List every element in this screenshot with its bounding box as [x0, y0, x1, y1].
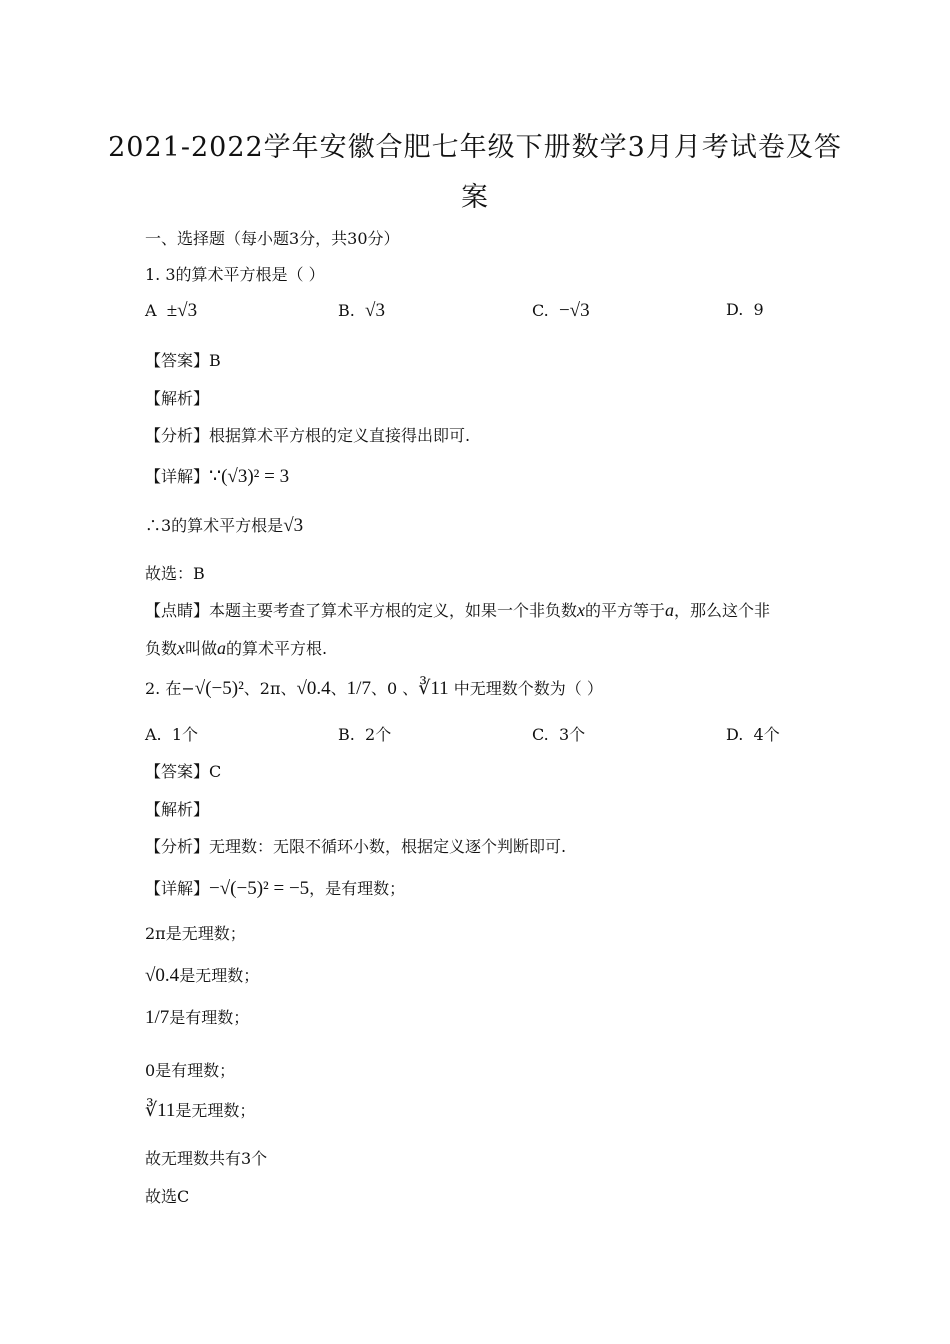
detail-suffix: ，是有理数； — [309, 879, 406, 898]
stem-item: 1/7 — [346, 678, 371, 699]
q1-analysis-heading: 【解析】 — [145, 389, 210, 408]
option-value: −√3 — [558, 300, 590, 321]
comment-text: 的算术平方根. — [226, 639, 328, 658]
q1-answer: 【答案】B — [145, 351, 221, 370]
var-x: x — [177, 638, 186, 658]
q1-comment-line1 — [145, 598, 770, 621]
q2-total: 故无理数共有3个 — [145, 1149, 268, 1168]
q2-option-a — [145, 722, 198, 745]
q2-line-2pi: 2π是无理数； — [145, 924, 246, 943]
q2-analysis: 【分析】无理数：无限不循环小数，根据定义逐个判断即可. — [145, 837, 567, 856]
stem-suffix: 中无理数个数为（ ） — [448, 679, 603, 698]
option-label: B. — [338, 301, 355, 320]
q2-choose: 故选C — [145, 1187, 190, 1206]
question-1-stem: 1. 3的算术平方根是（ ） — [145, 265, 325, 284]
question-2-stem — [145, 676, 603, 700]
q2-line-frac — [145, 1005, 249, 1029]
therefore-value: √3 — [283, 515, 304, 536]
q1-option-d — [726, 300, 764, 319]
page-title-continued: 案 — [461, 182, 489, 213]
option-value: ±√3 — [166, 300, 198, 321]
math-frac: 1/7 — [145, 1007, 170, 1028]
q2-detail: 【详解】−√(−5)² = −5，是有理数； — [145, 878, 406, 899]
page-title: 2021-2022学年安徽合肥七年级下册数学3月月考试卷及答 — [108, 132, 842, 163]
q2-option-b — [338, 722, 391, 745]
q1-analysis: 【分析】根据算术平方根的定义直接得出即可. — [145, 426, 471, 445]
detail-formula: √(−5)² — [219, 878, 269, 899]
option-value: √3 — [365, 300, 385, 321]
comment-text: 【点睛】本题主要考查了算术平方根的定义，如果一个非负数 — [145, 601, 578, 620]
detail-label: 【详解】 — [145, 467, 210, 486]
detail-formula: ∵(√3)² = 3 — [209, 466, 290, 487]
math-cbrt: ∛11 — [145, 1100, 176, 1121]
option-label: D. — [726, 725, 744, 744]
comment-text: 叫做 — [185, 639, 218, 658]
var-a: a — [217, 638, 227, 658]
option-value: 3个 — [558, 725, 586, 744]
stem-prefix: 2. 在− — [145, 679, 195, 698]
option-label: A — [145, 301, 157, 320]
q1-option-b — [338, 300, 385, 322]
option-label: B. — [338, 725, 355, 744]
q1-therefore — [145, 513, 303, 537]
stem-item: ∛11 — [418, 678, 449, 699]
option-label: D. — [726, 300, 744, 319]
q1-detail — [145, 464, 289, 488]
var-x: x — [577, 600, 586, 620]
comment-text: ，那么这个非 — [674, 601, 771, 620]
stem-item: 、 — [330, 679, 347, 698]
option-value: 2个 — [365, 725, 392, 744]
option-label: C. — [532, 301, 549, 320]
q2-line-zero: 0是有理数； — [145, 1061, 236, 1080]
section-heading: 一、选择题（每小题3分，共30分） — [145, 229, 400, 248]
option-value: 9 — [753, 300, 764, 319]
option-value: 4个 — [753, 725, 780, 744]
comment-text: 的平方等于 — [585, 601, 666, 620]
q1-option-c — [532, 300, 590, 322]
stem-item: 、2π、 — [243, 679, 297, 698]
option-value: 1个 — [171, 725, 198, 744]
stem-item: √(−5)² — [194, 678, 244, 699]
line-text: 是无理数； — [179, 966, 260, 985]
q2-line-cbrt — [145, 1098, 255, 1122]
math-sqrt04: √0.4 — [145, 965, 180, 986]
therefore-text: ∴3的算术平方根是 — [145, 516, 284, 535]
comment-text: 负数 — [145, 639, 178, 658]
q1-option-a — [145, 300, 197, 322]
q2-line-sqrt04 — [145, 963, 259, 987]
q2-option-c — [532, 722, 585, 745]
q1-comment-line2 — [145, 636, 327, 659]
var-a: a — [665, 600, 675, 620]
q2-analysis-heading: 【解析】 — [145, 800, 210, 819]
q1-choose: 故选：B — [145, 564, 205, 583]
stem-item: √0.4 — [296, 678, 331, 699]
detail-label: 【详解】 — [145, 879, 210, 898]
q2-answer: 【答案】C — [145, 762, 222, 781]
q2-option-d — [726, 722, 780, 745]
stem-item: 、0 、 — [370, 679, 419, 698]
option-label: A. — [145, 725, 162, 744]
option-label: C. — [532, 725, 549, 744]
line-text: 是无理数； — [175, 1101, 256, 1120]
line-text: 是有理数； — [169, 1008, 250, 1027]
